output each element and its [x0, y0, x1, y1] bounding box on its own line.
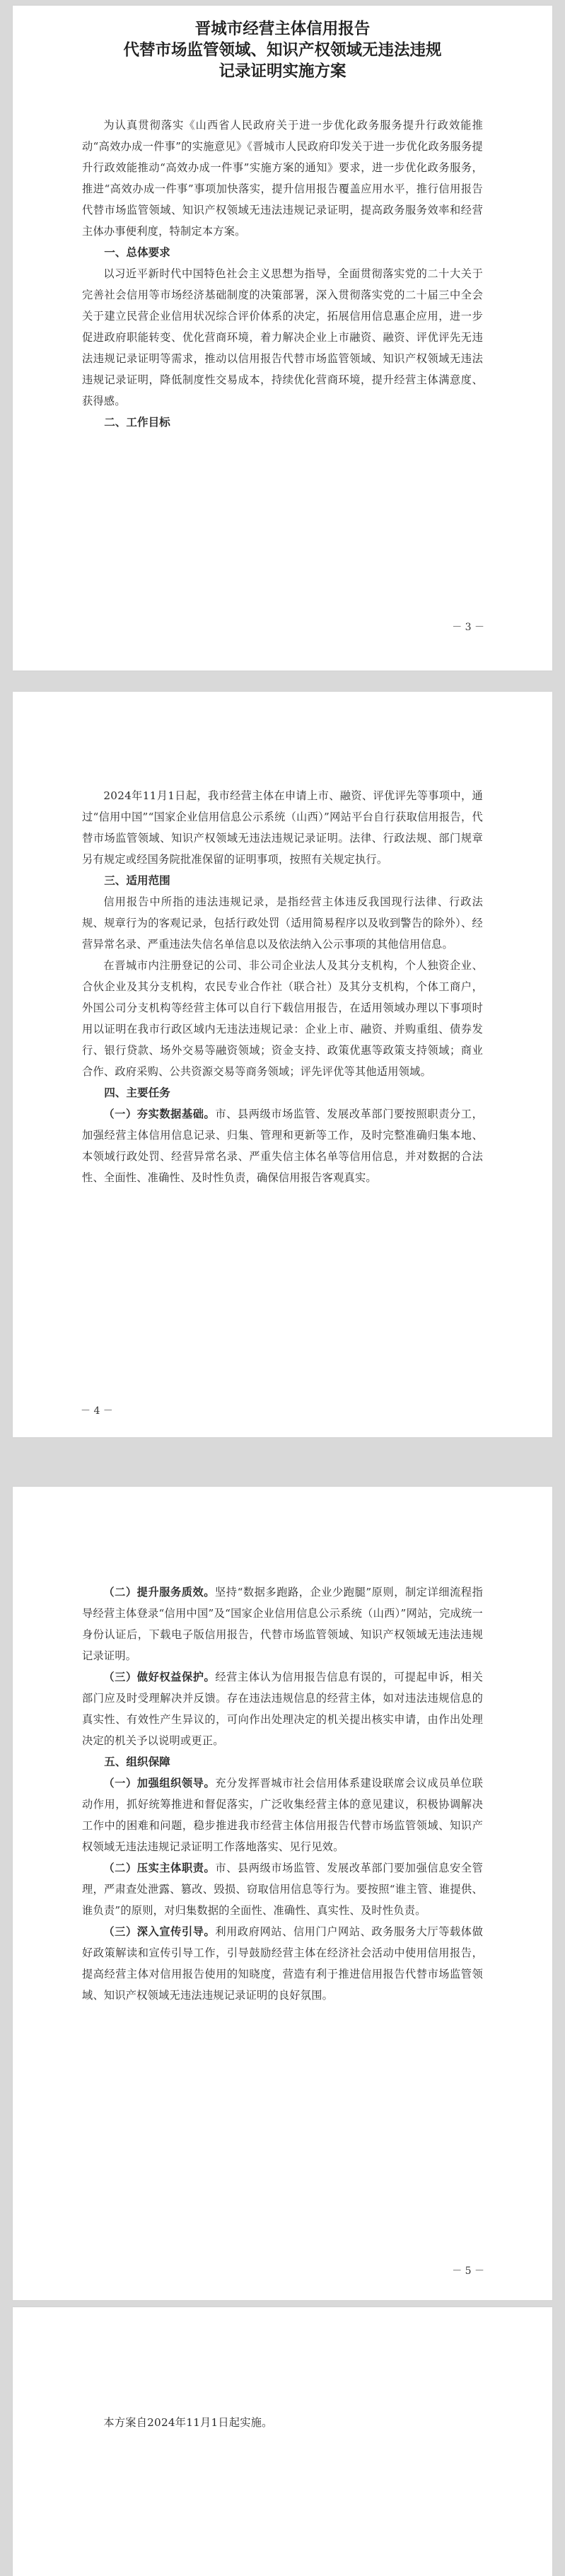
section-4-item-3 [82, 1666, 483, 1751]
section-5-item-2 [82, 1857, 483, 1921]
page-number: － 4 － [81, 1405, 113, 1417]
section-2-heading: 二、工作目标 [104, 415, 170, 429]
document-title [82, 18, 483, 82]
section-4-item-2-title: （二）提升服务质效。 [103, 1586, 216, 1599]
section-1-heading: 一、总体要求 [104, 245, 170, 259]
section-5-item-1-body: 充分发挥晋城市社会信用体系建设联席会议成员单位联动作用，抓好统筹推进和督促落实，广泛收集经营主体的意见建议，积极协调解决工作中的困难和问题，稳步推进我市经营主体信用报告代替市场监管领域、知识产权领域无违法违规记录证明工作落地落实、见行见效。 [82, 1777, 484, 1853]
section-4-item-3-title: （三）做好权益保护。 [103, 1671, 216, 1683]
intro-paragraph: 为认真贯彻落实《山西省人民政府关于进一步优化政务服务提升行政效能推动“高效办成一件事”的实施意见》《晋城市人民政府印发关于进一步优化政务服务提升行政效能推动“高效办成一件事”实施方案的通知》要求，进一步优化政务服务，推进“高效办成一件事”事项加快落实，提升信用报告覆盖应用水平，推行信用报告代替市场监管领域、知识产权领域无违法违规记录证明，提高政务服务效率和经营主体办事便利度，特制定本方案。 [82, 119, 483, 238]
section-3-heading: 三、适用范围 [104, 874, 170, 887]
section-3-body-1: 信用报告中所指的违法违规记录，是指经营主体违反我国现行法律、行政法规、规章行为的客观记录，包括行政处罚（适用简易程序以及收到警告的除外）、经营异常名录、严重违法失信名单信息以及依法纳入公示事项的其他信用信息。 [82, 895, 483, 951]
section-4-item-1-body: 市、县两级市场监管、发展改革部门要按照职责分工，加强经营主体信用信息记录、归集、管理和更新等工作，及时完整准确归集本地、本领域行政处罚、经营异常名录、严重失信主体名单等信用信息，并对数据的合法性、全面性、准确性、及时性负责，确保信用报告客观真实。 [82, 1108, 484, 1184]
document-page-4 [13, 692, 552, 1437]
section-4-heading: 四、主要任务 [104, 1086, 170, 1099]
section-1-body: 以习近平新时代中国特色社会主义思想为指导，全面贯彻落实党的二十大关于完善社会信用等市场经济基础制度的决策部署，深入贯彻落实党的二十届三中全会关于建立民营企业信用状况综合评价体系的决定，拓展信用信息惠企应用，进一步促进政府职能转变、优化营商环境，着力解决企业上市融资、融资、评优评先无违法违规记录证明等需求，推动以信用报告代替市场监管领域、知识产权领域无违法违规记录证明，降低制度性交易成本，持续优化营商环境，提升经营主体满意度、获得感。 [82, 267, 483, 407]
title-line-2: 代替市场监管领域、知识产权领域无违法违规 [123, 41, 442, 59]
title-line-1: 晋城市经营主体信用报告 [194, 20, 371, 38]
section-5-heading: 五、组织保障 [104, 1755, 170, 1768]
document-page-6 [13, 2307, 552, 2576]
section-5-item-2-body: 市、县两级市场监管、发展改革部门要加强信息安全管理，严肃查处泄露、篡改、毁损、窃取信用信息等行为。要按照“谁主管、谁提供、谁负责”的原则，对归集数据的全面性、准确性、真实性、及时性负责。 [82, 1862, 484, 1917]
document-page-5 [13, 1487, 552, 2300]
section-2-body: 2024年11月1日起，我市经营主体在申请上市、融资、评优评先等事项中，通过“信用中国”“国家企业信用信息公示系统（山西）”网站平台自行获取信用报告，代替市场监管领域、知识产权领域无违法违规记录证明。法律、行政法规、部门规章另有规定或经国务院批准保留的证明事项，按照有关规定执行。 [82, 789, 483, 866]
section-4-item-2 [82, 1582, 483, 1666]
section-4-item-3-body: 经营主体认为信用报告信息有误的，可提起申诉，相关部门应及时受理解决并反馈。存在违法违规信息的经营主体，如对违法违规信息的真实性、有效性产生异议的，可向作出处理决定的机关提出核实申请，由作出处理决定的机关予以说明或更正。 [82, 1671, 484, 1747]
page-number: － 3 － [452, 622, 484, 633]
section-5-item-3 [82, 1921, 483, 2006]
document-page-3 [13, 6, 552, 671]
section-5-item-2-title: （二）压实主体职责。 [103, 1862, 216, 1874]
page-number: － 5 － [452, 2265, 484, 2277]
section-5-item-3-title: （三）深入宣传引导。 [103, 1925, 216, 1938]
section-3-body-2: 在晋城市内注册登记的公司、非公司企业法人及其分支机构，个人独资企业、合伙企业及其分支机构，农民专业合作社（联合社）及其分支机构，个体工商户，外国公司分支机构等经营主体可以自行下载信用报告，在适用领域办理以下事项时用以证明在我市行政区域内无违法违规记录：企业上市、融资、并购重组、债券发行、银行贷款、场外交易等融资领域；资金支持、政策优惠等政策支持领域；商业合作、政府采购、公共资源交易等商务领域；评先评优等其他适用领域。 [82, 959, 483, 1078]
closing-statement: 本方案自2024年11月1日起实施。 [103, 2416, 273, 2429]
section-5-item-1-title: （一）加强组织领导。 [103, 1777, 216, 1789]
title-line-3: 记录证明实施方案 [219, 62, 346, 81]
section-4-item-2-body: 坚持“数据多跑路，企业少跑腿”原则，制定详细流程指导经营主体登录“信用中国”及“国家企业信用信息公示系统（山西）”网站，完成统一身份认证后，下载电子版信用报告，代替市场监管领域、知识产权领域无违法违规记录证明。 [82, 1586, 484, 1662]
section-5-item-3-body: 利用政府网站、信用门户网站、政务服务大厅等载体做好政策解读和宣传引导工作，引导鼓励经营主体在经济社会活动中使用信用报告，提高经营主体对信用报告使用的知晓度，营造有利于推进信用报告代替市场监管领域、知识产权领域无违法违规记录证明的良好氛围。 [82, 1925, 484, 2002]
section-4-item-1 [82, 1103, 483, 1188]
section-5-item-1 [82, 1773, 483, 1857]
section-4-item-1-title: （一）夯实数据基础。 [103, 1108, 216, 1120]
